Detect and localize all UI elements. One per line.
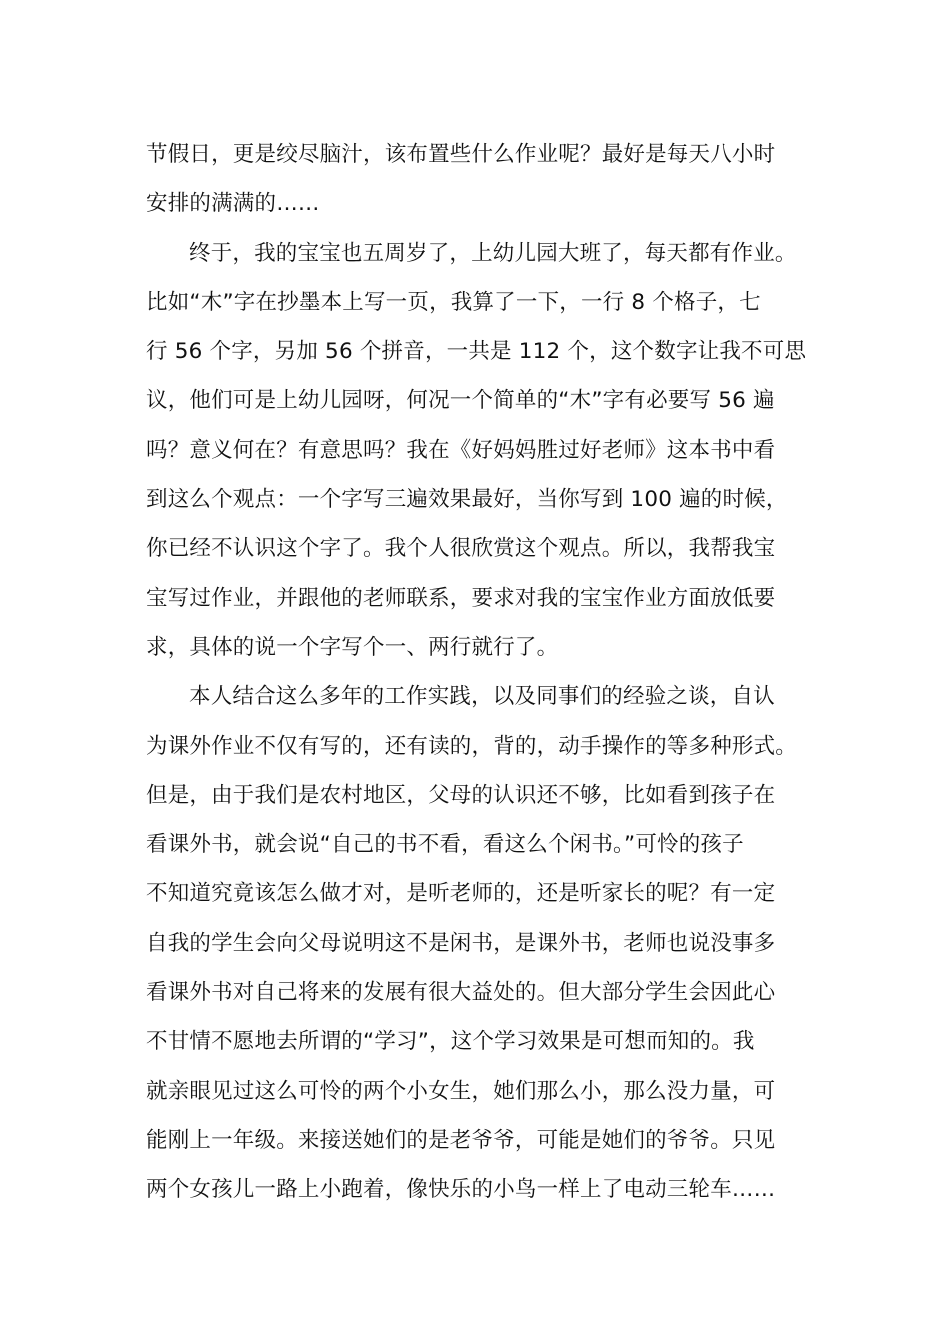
text-line: 但是，由于我们是农村地区，父母的认识还不够，比如看到孩子在 (146, 782, 776, 808)
text-line: 到这么个观点：一个字写三遍效果最好，当你写到 100 遍的时候， (146, 487, 788, 513)
text-line: 看课外书对自己将来的发展有很大益处的。但大部分学生会因此心 (146, 980, 776, 1006)
paragraph-1 (146, 130, 826, 229)
text-line: 不甘情不愿地去所谓的“学习”，这个学习效果是可想而知的。我 (146, 1029, 755, 1055)
text-line: 不知道究竟该怎么做才对，是听老师的，还是听家长的呢？有一定 (146, 881, 776, 907)
text-line: 安排的满满的…… (146, 191, 320, 217)
paragraph-2 (146, 229, 826, 673)
text-line: 能刚上一年级。来接送她们的是老爷爷，可能是她们的爷爷。只见 (146, 1127, 776, 1153)
text-line: 节假日，更是绞尽脑汁，该布置些什么作业呢？最好是每天八小时 (146, 142, 776, 167)
text-line: 行 56 个字，另加 56 个拼音，一共是 112 个，这个数字让我不可思 (146, 339, 807, 365)
text-line: 就亲眼见过这么可怜的两个小女生，她们那么小，那么没力量，可 (146, 1078, 776, 1104)
text-line: 自我的学生会向父母说明这不是闲书，是课外书，老师也说没事多 (146, 930, 776, 956)
text-line: 宝写过作业，并跟他的老师联系，要求对我的宝宝作业方面放低要 (146, 585, 776, 611)
body-text (146, 130, 826, 1215)
text-line: 比如“木”字在抄墨本上写一页，我算了一下，一行 8 个格子，七 (146, 289, 761, 315)
text-line: 本人结合这么多年的工作实践，以及同事们的经验之谈，自认 (189, 684, 775, 710)
text-line: 你已经不认识这个字了。我个人很欣赏这个观点。所以，我帮我宝 (146, 536, 776, 562)
text-line: 议，他们可是上幼儿园呀，何况一个简单的“木”字有必要写 56 遍 (146, 388, 775, 414)
paragraph-3 (146, 672, 826, 1214)
text-line: 为课外作业不仅有写的，还有读的，背的，动手操作的等多种形式。 (146, 733, 798, 759)
text-line: 两个女孩儿一路上小跑着，像快乐的小鸟一样上了电动三轮车…… (146, 1177, 776, 1203)
text-line: 终于，我的宝宝也五周岁了，上幼儿园大班了，每天都有作业。 (189, 240, 797, 266)
text-line: 吗？意义何在？有意思吗？我在《好妈妈胜过好老师》这本书中看 (146, 437, 776, 463)
text-line: 求，具体的说一个字写个一、两行就行了。 (146, 634, 559, 660)
text-line: 看课外书，就会说“自己的书不看，看这么个闲书。”可怜的孩子 (146, 832, 744, 858)
